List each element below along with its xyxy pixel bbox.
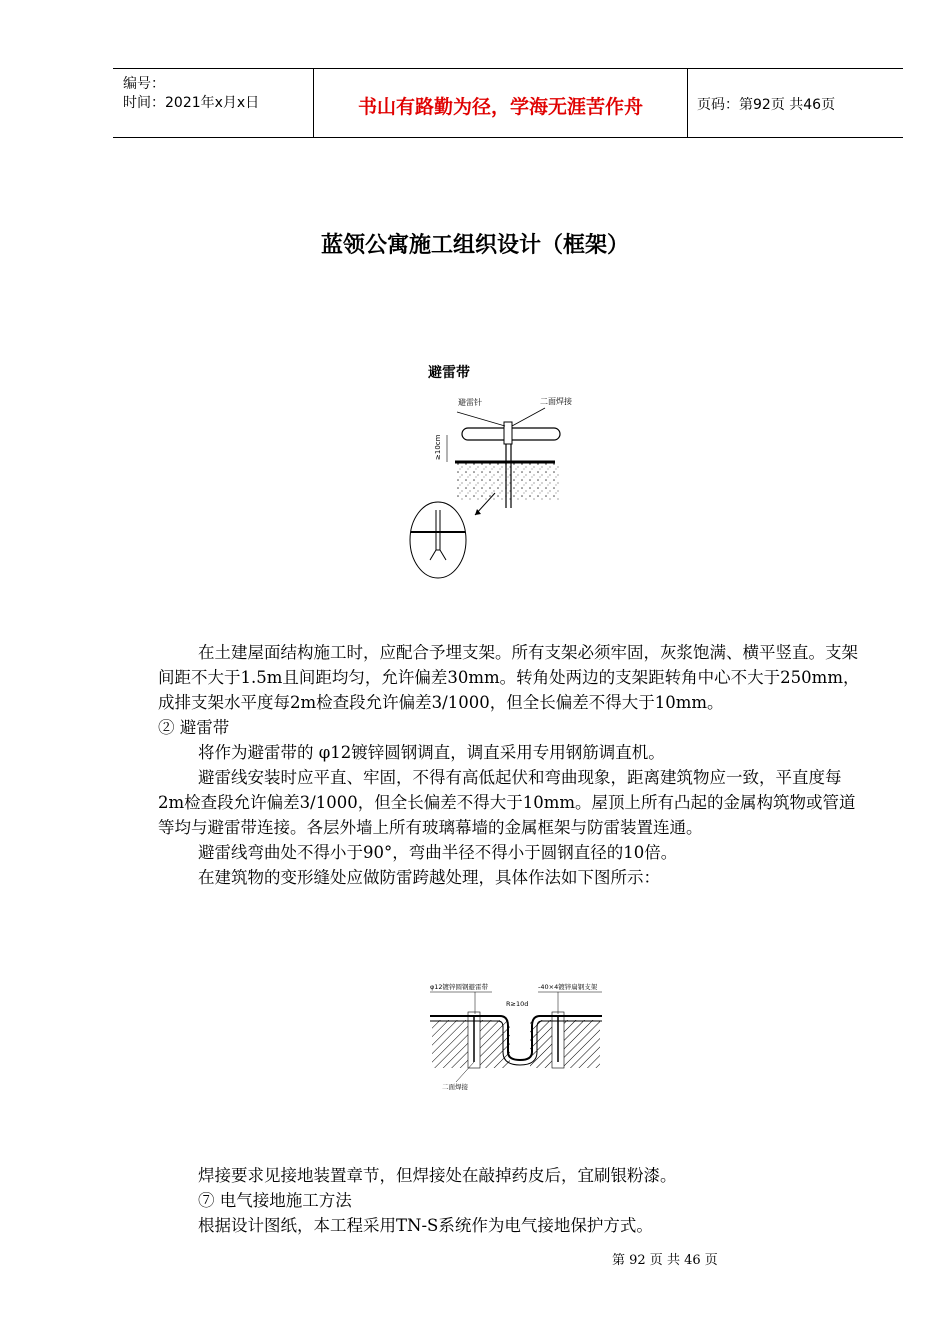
header-right-cell [687, 69, 903, 137]
header-center-cell [313, 69, 688, 137]
figure1-caption: 避雷带 [428, 365, 470, 381]
page-footer: 第 92 页 共 46 页 [612, 1253, 718, 1268]
paragraph-expansion: 在建筑物的变形缝处应做防雷跨越处理，具体作法如下图所示： [198, 868, 660, 887]
detail-anchor [430, 550, 446, 560]
heading-grounding: ⑦ 电气接地施工方法 [198, 1191, 352, 1210]
label-weld: 二面焊接 [442, 1083, 468, 1091]
lightning-strip-diagram [400, 390, 580, 600]
concrete-hatch [455, 462, 560, 500]
detail-circle [410, 502, 466, 578]
paragraph-bend: 避雷线弯曲处不得小于90°，弯曲半径不得小于圆钢直径的10倍。 [198, 843, 678, 862]
motto: 书山有路勤为径，学海无涯苦作舟 [357, 96, 643, 118]
time-label: 时间：2021年x月x日 [123, 95, 260, 111]
label-height: ≥10cm [434, 434, 442, 460]
paragraph-straighten: 将作为避雷带的 φ12镀锌圆钢调直，调直采用专用钢筋调直机。 [198, 743, 665, 762]
paragraph-weld: 焊接要求见接地装置章节，但焊接处在敲掉药皮后，宜刷银粉漆。 [198, 1166, 677, 1185]
slab-right [530, 1020, 600, 1068]
number-label: 编号： [123, 76, 165, 92]
paragraph-support: 在土建屋面结构施工时，应配合予埋支架。所有支架必须牢固，灰浆饱满、横平竖直。支架间距不大于1.5m且间距均匀，允许偏差30mm。转角处两边的支架距转角中心不大于250mm，成排支架水平度每2m检查段允许偏差3/1000，但全长偏差不得大于10mm。 [158, 643, 860, 712]
header-left-cell [113, 69, 313, 137]
leader-needle [457, 412, 505, 426]
paragraph-tns: 根据设计图纸，本工程采用TN-S系统作为电气接地保护方式。 [198, 1216, 653, 1235]
body-section-1 [158, 640, 862, 890]
expansion-joint-diagram [420, 972, 610, 1092]
leader-weld [512, 408, 545, 426]
label-left: φ12镀锌圆钢避雷带 [430, 983, 489, 991]
label-weld: 二面焊接 [540, 397, 572, 406]
label-needle: 避雷针 [458, 398, 482, 407]
label-radius: R≥10d [506, 1000, 529, 1008]
heading-lightning-strip: ② 避雷带 [158, 718, 230, 737]
page-info: 页码：第92页 共46页 [697, 97, 836, 113]
body-section-2 [158, 1163, 862, 1238]
page-header [113, 68, 903, 138]
document-title: 蓝领公寓施工组织设计（框架） [320, 233, 629, 258]
paragraph-install: 避雷线安装时应平直、牢固，不得有高低起伏和弯曲现象，距离建筑物应一致，平直度每2m检查段允许偏差3/1000，但全长偏差不得大于10mm。屋顶上所有凸起的金属构筑物或管道等均与避雷带连接。各层外墙上所有玻璃幕墙的金属框架与防雷装置连通。 [158, 768, 856, 837]
needle-top [504, 422, 512, 444]
label-right: -40×4镀锌扁钢支架 [538, 983, 598, 991]
